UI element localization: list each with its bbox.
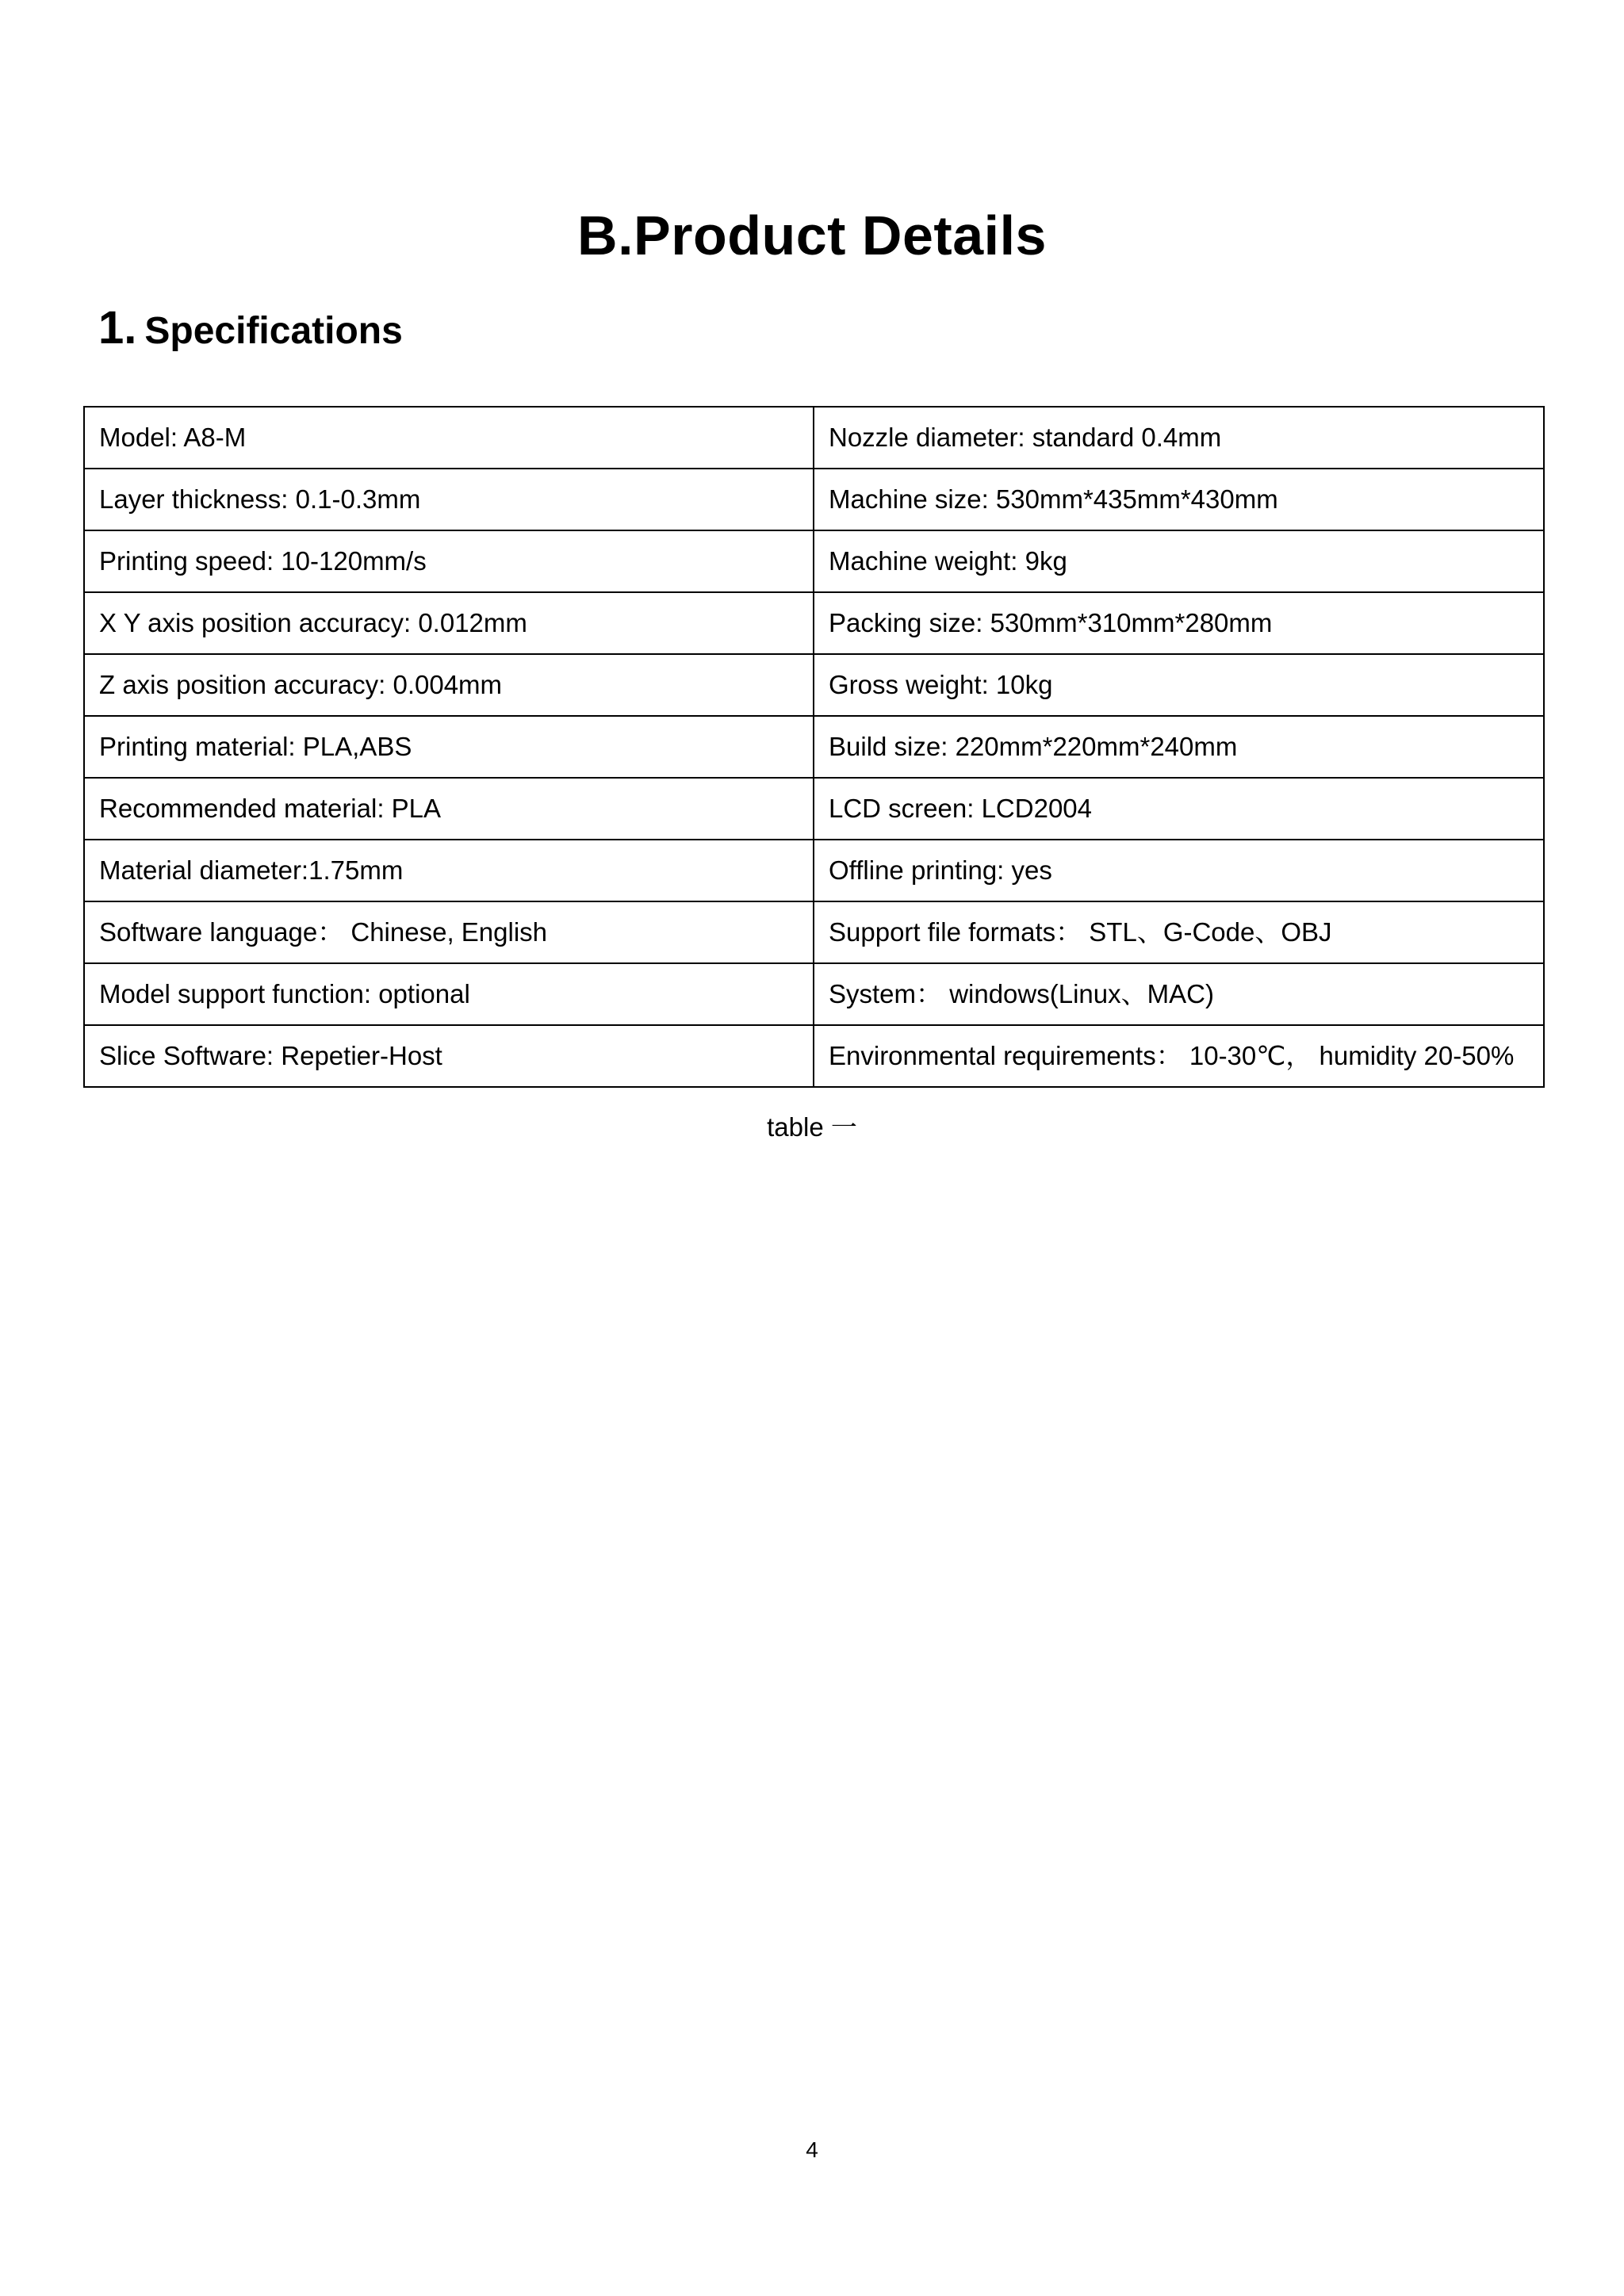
table-cell: Material diameter:1.75mm [84, 840, 814, 901]
table-cell: Software language： Chinese, English [84, 901, 814, 963]
table-cell: Build size: 220mm*220mm*240mm [814, 716, 1544, 778]
section-title: Specifications [144, 310, 403, 352]
table-cell: Machine size: 530mm*435mm*430mm [814, 469, 1544, 530]
table-row [84, 530, 1544, 592]
table-cell: Printing material: PLA,ABS [84, 716, 814, 778]
table-cell: Printing speed: 10-120mm/s [84, 530, 814, 592]
table-row [84, 840, 1544, 901]
table-row [84, 654, 1544, 716]
table-cell: Layer thickness: 0.1-0.3mm [84, 469, 814, 530]
table-row [84, 778, 1544, 840]
table-cell: Model: A8-M [84, 407, 814, 469]
table-cell: Offline printing: yes [814, 840, 1544, 901]
table-row [84, 1025, 1544, 1087]
table-cell: Environmental requirements： 10-30℃， humidity 20-50% [814, 1025, 1544, 1087]
page-number: 4 [806, 2137, 818, 2162]
table-row [84, 963, 1544, 1025]
specifications-table [83, 406, 1545, 1088]
table-row [84, 407, 1544, 469]
table-cell: X Y axis position accuracy: 0.012mm [84, 592, 814, 654]
table-cell: Nozzle diameter: standard 0.4mm [814, 407, 1544, 469]
table-cell: LCD screen: LCD2004 [814, 778, 1544, 840]
table-row [84, 901, 1544, 963]
table-cell: Gross weight: 10kg [814, 654, 1544, 716]
table-row [84, 592, 1544, 654]
table-cell: System： windows(Linux、MAC) [814, 963, 1544, 1025]
table-row [84, 716, 1544, 778]
section-number: 1. [98, 302, 137, 354]
table-cell: Model support function: optional [84, 963, 814, 1025]
table-row [84, 469, 1544, 530]
table-caption: table 一 [767, 1112, 857, 1142]
page-title: B.Product Details [577, 205, 1047, 266]
table-cell: Packing size: 530mm*310mm*280mm [814, 592, 1544, 654]
section-heading [98, 297, 403, 360]
table-cell: Machine weight: 9kg [814, 530, 1544, 592]
table-cell: Slice Software: Repetier-Host [84, 1025, 814, 1087]
table-cell: Support file formats： STL、G-Code、OBJ [814, 901, 1544, 963]
table-cell: Recommended material: PLA [84, 778, 814, 840]
table-cell: Z axis position accuracy: 0.004mm [84, 654, 814, 716]
